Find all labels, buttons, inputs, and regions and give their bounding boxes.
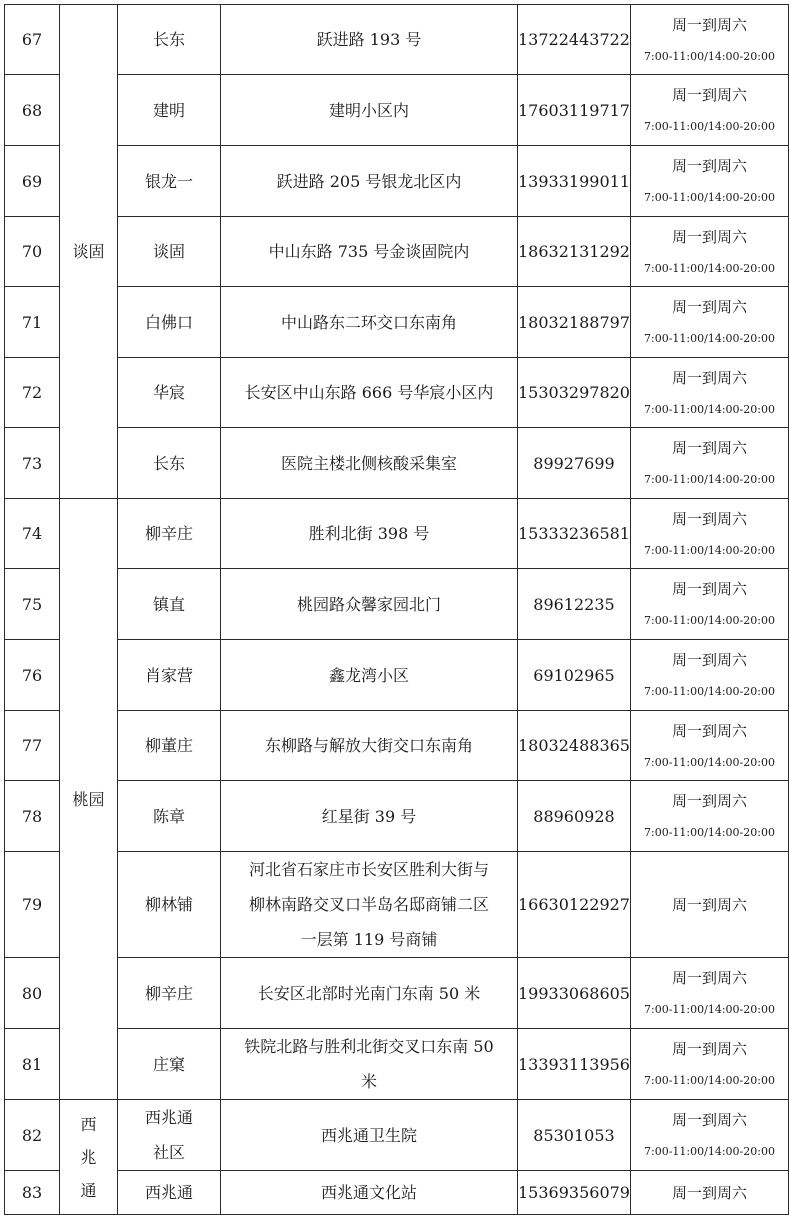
table-row [5, 958, 789, 1029]
address-line: 一层第 119 号商铺 [300, 930, 438, 949]
site-address: 西兆通文化站 [221, 1171, 518, 1215]
town-char: 通 [80, 1180, 97, 1200]
site-name: 长东 [118, 428, 221, 499]
opening-hours [630, 146, 788, 217]
site-address: 鑫龙湾小区 [221, 640, 518, 711]
row-number: 74 [5, 499, 60, 569]
opening-time: 7:00-11:00/14:00-20:00 [644, 1003, 775, 1016]
row-number: 75 [5, 569, 60, 640]
site-address: 长安区北部时光南门东南 50 米 [221, 958, 518, 1029]
opening-hours [630, 711, 788, 781]
opening-hours [630, 428, 788, 499]
opening-hours [630, 5, 788, 75]
address-line: 铁院北路与胜利北街交叉口东南 50 [244, 1037, 494, 1056]
table-row [5, 146, 789, 217]
site-name: 柳辛庄 [118, 499, 221, 569]
table-row [5, 852, 789, 958]
opening-time: 7:00-11:00/14:00-20:00 [644, 1074, 775, 1087]
address-line: 米 [360, 1072, 377, 1091]
contact-phone: 85301053 [518, 1100, 631, 1171]
opening-days: 周一到周六 [671, 721, 747, 740]
row-number: 67 [5, 5, 60, 75]
contact-phone: 15333236581 [518, 499, 631, 569]
contact-phone: 15303297820 [518, 358, 631, 428]
site-address: 中山东路 735 号金谈固院内 [221, 217, 518, 287]
site-address: 东柳路与解放大街交口东南角 [221, 711, 518, 781]
row-number: 80 [5, 958, 60, 1029]
town-char: 西 [80, 1114, 97, 1134]
opening-time: 7:00-11:00/14:00-20:00 [644, 685, 775, 698]
opening-hours [630, 358, 788, 428]
contact-phone: 69102965 [518, 640, 631, 711]
town-name [60, 1100, 118, 1215]
opening-hours [630, 958, 788, 1029]
opening-time: 7:00-11:00/14:00-20:00 [644, 49, 775, 63]
site-address: 长安区中山东路 666 号华宸小区内 [221, 358, 518, 428]
table-row [5, 499, 789, 569]
contact-phone: 88960928 [518, 781, 631, 852]
address-line: 柳林南路交叉口半岛名邸商铺二区 [248, 895, 489, 914]
table-row [5, 781, 789, 852]
town-name: 谈固 [60, 5, 118, 499]
address-line: 河北省石家庄市长安区胜利大街与 [248, 860, 489, 879]
row-number: 78 [5, 781, 60, 852]
opening-time: 7:00-11:00/14:00-20:00 [644, 826, 775, 839]
site-name-line: 西兆通 [144, 1108, 193, 1127]
contact-phone: 18032188797 [518, 287, 631, 358]
opening-days: 周一到周六 [671, 157, 747, 175]
table-row [5, 5, 789, 75]
row-number: 81 [5, 1029, 60, 1100]
site-name: 庄窠 [118, 1029, 221, 1100]
site-name: 陈章 [118, 781, 221, 852]
site-name: 华宸 [118, 358, 221, 428]
table-row [5, 569, 789, 640]
site-address [221, 852, 518, 958]
opening-days: 周一到周六 [671, 1183, 747, 1202]
site-name: 柳林铺 [118, 852, 221, 958]
table-row [5, 217, 789, 287]
row-number: 72 [5, 358, 60, 428]
row-number: 70 [5, 217, 60, 287]
opening-days: 周一到周六 [671, 298, 747, 316]
opening-hours [630, 569, 788, 640]
opening-hours [630, 75, 788, 146]
contact-phone: 18032488365 [518, 711, 631, 781]
site-address: 医院主楼北侧核酸采集室 [221, 428, 518, 499]
site-name: 柳董庄 [118, 711, 221, 781]
opening-days: 周一到周六 [671, 580, 747, 598]
site-address: 跃进路 205 号银龙北区内 [221, 146, 518, 217]
opening-days: 周一到周六 [671, 792, 747, 810]
table-row [5, 1100, 789, 1171]
site-name: 镇直 [118, 569, 221, 640]
row-number: 77 [5, 711, 60, 781]
opening-days: 周一到周六 [671, 895, 747, 914]
town-name: 桃园 [60, 499, 118, 1100]
opening-hours [630, 640, 788, 711]
opening-time: 7:00-11:00/14:00-20:00 [644, 120, 775, 133]
contact-phone: 13722443722 [518, 5, 631, 75]
opening-hours [630, 852, 788, 958]
town-char: 兆 [80, 1147, 97, 1167]
opening-hours [630, 1171, 788, 1215]
opening-time: 7:00-11:00/14:00-20:00 [644, 473, 775, 486]
opening-days: 周一到周六 [671, 1111, 747, 1129]
site-name [118, 1100, 221, 1171]
contact-phone: 17603119717 [518, 75, 631, 146]
opening-days: 周一到周六 [671, 969, 747, 987]
site-name: 建明 [118, 75, 221, 146]
contact-phone: 15369356079 [518, 1171, 631, 1215]
table-row [5, 75, 789, 146]
table-row [5, 358, 789, 428]
table-row [5, 1029, 789, 1100]
contact-phone: 89612235 [518, 569, 631, 640]
site-address: 跃进路 193 号 [221, 5, 518, 75]
opening-time: 7:00-11:00/14:00-20:00 [644, 1145, 775, 1158]
site-name: 肖家营 [118, 640, 221, 711]
opening-time: 7:00-11:00/14:00-20:00 [644, 543, 775, 557]
contact-phone: 19933068605 [518, 958, 631, 1029]
opening-days: 周一到周六 [671, 15, 747, 34]
contact-phone: 13933199011 [518, 146, 631, 217]
site-name: 长东 [118, 5, 221, 75]
opening-hours [630, 499, 788, 569]
site-address: 中山路东二环交口东南角 [221, 287, 518, 358]
row-number: 83 [5, 1171, 60, 1215]
opening-hours [630, 781, 788, 852]
site-name: 白佛口 [118, 287, 221, 358]
opening-days: 周一到周六 [671, 227, 747, 246]
opening-hours [630, 1029, 788, 1100]
row-number: 73 [5, 428, 60, 499]
site-name-line: 社区 [152, 1143, 185, 1162]
site-address: 桃园路众馨家园北门 [221, 569, 518, 640]
row-number: 69 [5, 146, 60, 217]
opening-days: 周一到周六 [671, 368, 747, 387]
opening-time: 7:00-11:00/14:00-20:00 [644, 332, 775, 345]
testing-sites-table [4, 4, 789, 1215]
opening-time: 7:00-11:00/14:00-20:00 [644, 261, 775, 275]
opening-hours [630, 217, 788, 287]
site-address: 胜利北街 398 号 [221, 499, 518, 569]
table-row [5, 287, 789, 358]
site-name: 西兆通 [118, 1171, 221, 1215]
site-address [221, 1029, 518, 1100]
table-row [5, 640, 789, 711]
site-name: 柳辛庄 [118, 958, 221, 1029]
row-number: 76 [5, 640, 60, 711]
table-row [5, 711, 789, 781]
opening-time: 7:00-11:00/14:00-20:00 [644, 191, 775, 204]
table-row [5, 1171, 789, 1215]
site-address: 西兆通卫生院 [221, 1100, 518, 1171]
opening-hours [630, 287, 788, 358]
opening-time: 7:00-11:00/14:00-20:00 [644, 614, 775, 627]
opening-days: 周一到周六 [671, 86, 747, 104]
opening-time: 7:00-11:00/14:00-20:00 [644, 755, 775, 769]
table-row [5, 428, 789, 499]
opening-time: 7:00-11:00/14:00-20:00 [644, 402, 775, 416]
contact-phone: 13393113956 [518, 1029, 631, 1100]
site-name: 谈固 [118, 217, 221, 287]
site-address: 红星街 39 号 [221, 781, 518, 852]
opening-days: 周一到周六 [671, 651, 747, 669]
row-number: 82 [5, 1100, 60, 1171]
row-number: 68 [5, 75, 60, 146]
row-number: 71 [5, 287, 60, 358]
contact-phone: 16630122927 [518, 852, 631, 958]
opening-days: 周一到周六 [671, 439, 747, 457]
opening-days: 周一到周六 [671, 1040, 747, 1058]
row-number: 79 [5, 852, 60, 958]
opening-days: 周一到周六 [671, 509, 747, 528]
opening-hours [630, 1100, 788, 1171]
contact-phone: 89927699 [518, 428, 631, 499]
site-name: 银龙一 [118, 146, 221, 217]
contact-phone: 18632131292 [518, 217, 631, 287]
site-address: 建明小区内 [221, 75, 518, 146]
